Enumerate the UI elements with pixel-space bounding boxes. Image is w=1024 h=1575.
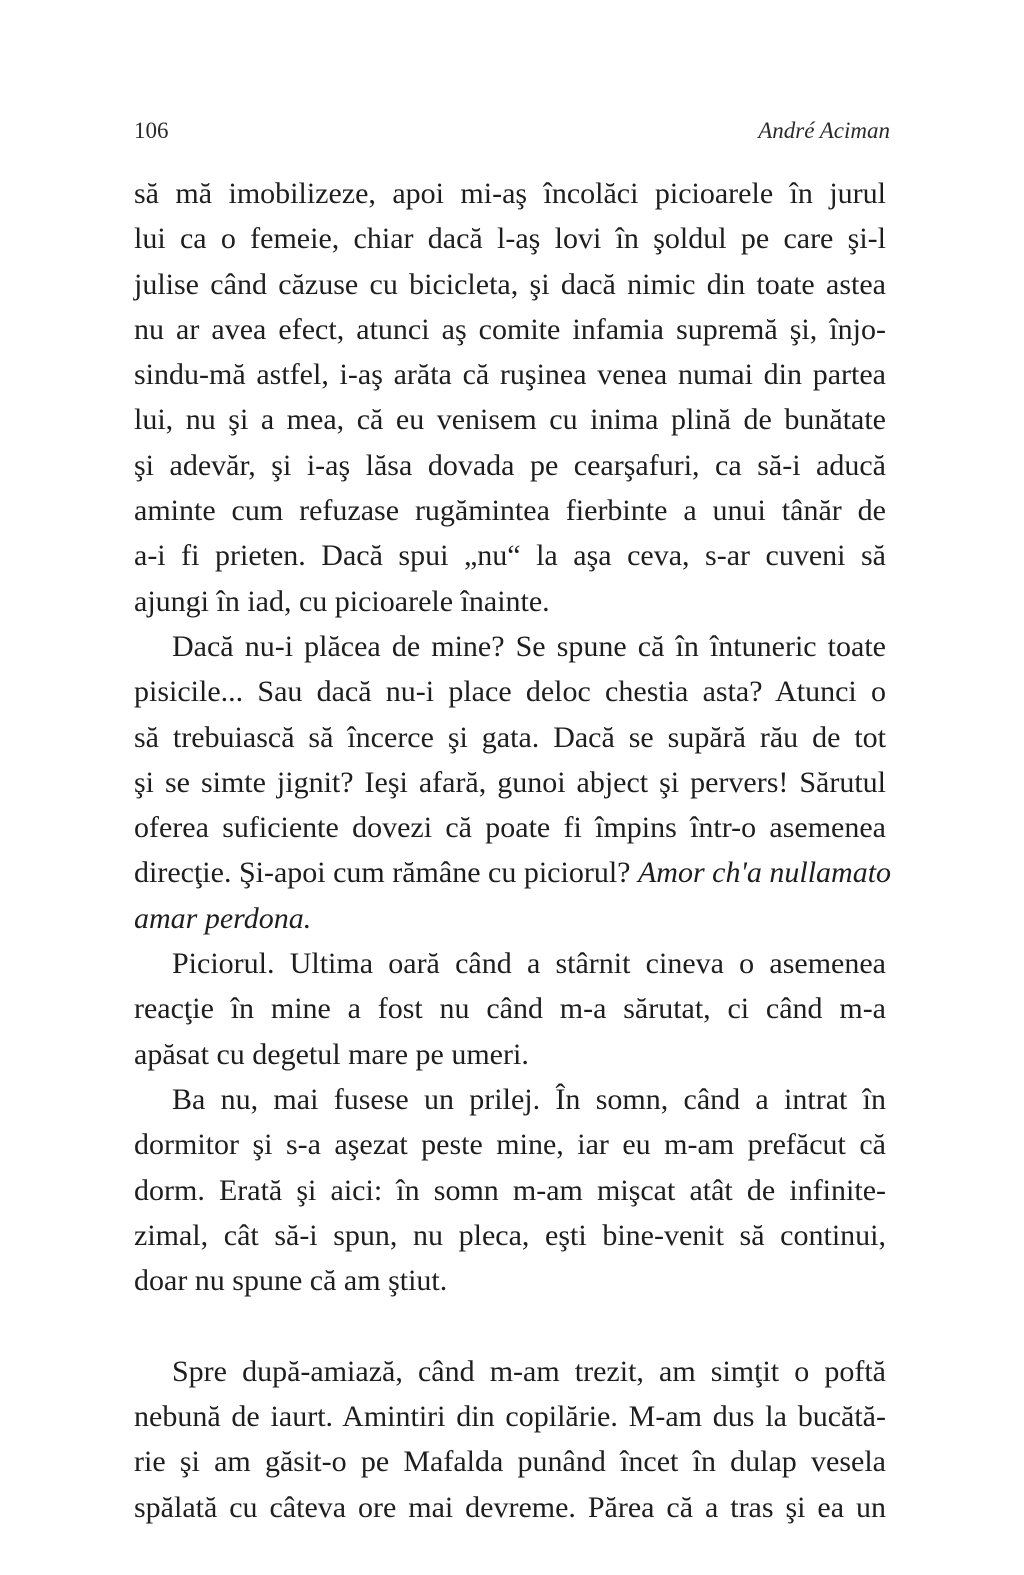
text-line: şi adevăr, şi i-aş lăsa dovada pe cearşafuri, ca să-i aducă <box>134 448 886 482</box>
text-line: să trebuiască să încerce şi gata. Dacă se supără rău de tot <box>134 720 886 754</box>
text-line: zimal, cât să-i spun, nu pleca, eşti bine-venit să continui, <box>134 1218 886 1252</box>
text-line: apăsat cu degetul mare pe umeri. <box>134 1037 529 1071</box>
text-line: pisicile... Sau dacă nu-i place deloc chestia asta? Atunci o <box>134 675 886 709</box>
italic-quote: Amor ch'a nullamato <box>637 856 892 890</box>
text-segment: direcţie. Şi-apoi cum rămâne cu piciorul? <box>134 856 638 890</box>
text-line: sindu-mă astfel, i-aş arăta că ruşinea venea numai din partea <box>134 358 886 392</box>
text-line: rie şi am găsit-o pe Mafalda punând încet în dulap vesela <box>134 1445 886 1479</box>
text-line: nebună de iaurt. Amintiri din copilărie. M-am dus la bucătă- <box>134 1400 886 1434</box>
page-number: 106 <box>134 118 169 143</box>
page-header <box>134 118 890 154</box>
text-line: Dacă nu-i plăcea de mine? Se spune că în întuneric toate <box>172 629 886 663</box>
text-line: oferea suficiente dovezi că poate fi împins într-o asemenea <box>134 811 886 845</box>
text-line: Ba nu, mai fusese un prilej. În somn, când a intrat în <box>172 1082 886 1116</box>
text-line: spălată cu câteva ore mai devreme. Părea că a tras şi ea un <box>134 1490 886 1524</box>
text-line: Spre după-amiază, când m-am trezit, am simţit o poftă <box>172 1354 886 1388</box>
text-line: reacţie în mine a fost nu când m-a sărutat, ci când m-a <box>134 992 886 1026</box>
text-line: ajungi în iad, cu picioarele înainte. <box>134 584 550 618</box>
section-break <box>134 1303 886 1348</box>
text-line: Piciorul. Ultima oară când a stârnit cineva o asemenea <box>172 947 886 981</box>
text-line: aminte cum refuzase rugămintea fierbinte a unui tânăr de <box>134 494 886 528</box>
text-line: a-i fi prieten. Dacă spui „nu“ la aşa ceva, s-ar cuveni să <box>134 539 886 573</box>
italic-quote-end: amar perdona. <box>134 901 312 935</box>
text-line: lui, nu şi a mea, că eu venisem cu inima plină de bunătate <box>134 403 886 437</box>
text-line-mixed <box>134 850 892 895</box>
text-line: dormitor şi s-a aşezat peste mine, iar eu m-am prefăcut că <box>134 1128 886 1162</box>
text-line: lui ca o femeie, chiar dacă l-aş lovi în şoldul pe care şi-l <box>134 222 886 256</box>
text-line: să mă imobilizeze, apoi mi-aş încolăci picioarele în jurul <box>134 177 886 210</box>
text-line: dorm. Erată şi aici: în somn m-am mişcat atât de infinite- <box>134 1173 886 1207</box>
text-line: şi se simte jignit? Ieşi afară, gunoi abject şi pervers! Sărutul <box>134 765 886 799</box>
text-line: julise când căzuse cu bicicleta, şi dacă nimic din toate astea <box>134 267 886 301</box>
body-text <box>134 171 892 1530</box>
text-line: doar nu spune că am ştiut. <box>134 1264 448 1298</box>
text-line: nu ar avea efect, atunci aş comite infamia supremă şi, înjo- <box>134 312 886 346</box>
text-line <box>134 896 886 941</box>
running-title-author: André Aciman <box>758 118 890 143</box>
